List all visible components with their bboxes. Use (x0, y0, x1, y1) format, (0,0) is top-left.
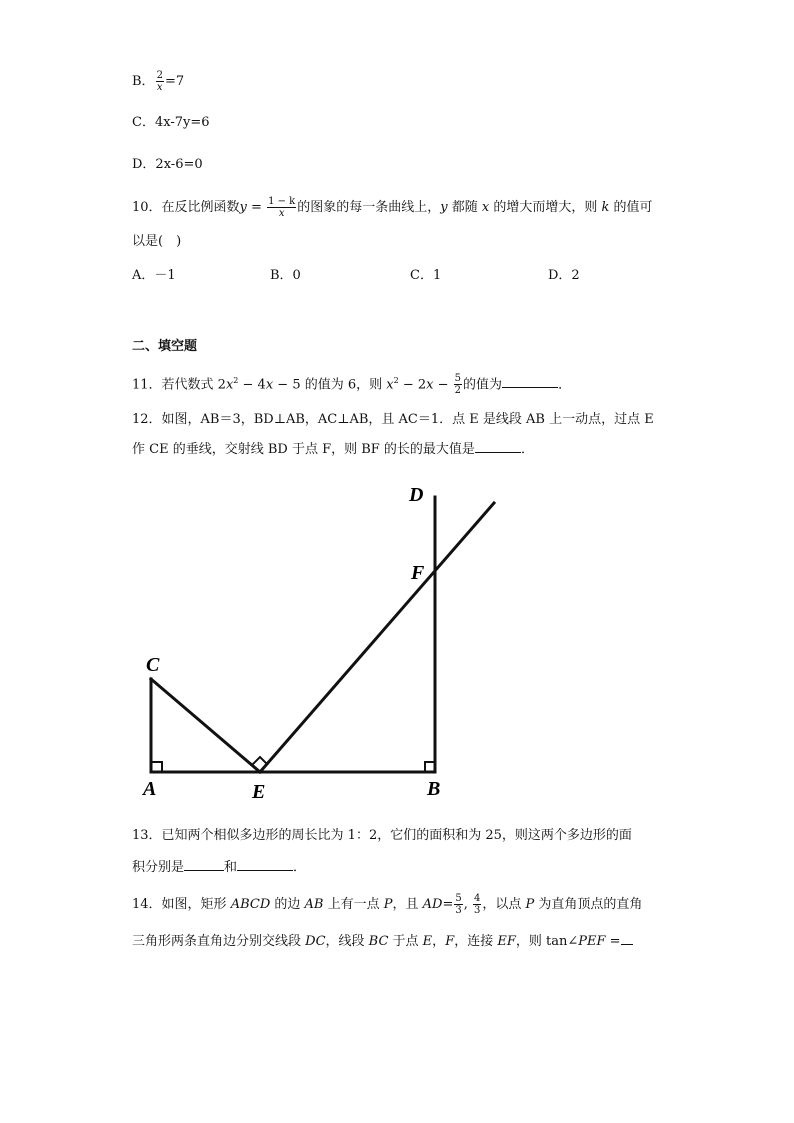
q14-answer-blank[interactable] (621, 932, 633, 945)
q11-end: ． (558, 377, 572, 393)
q14-p-again: P (525, 897, 535, 912)
q10-text-7: k (601, 200, 610, 215)
q13-end: ． (293, 860, 307, 875)
q14-ab: AB (304, 897, 324, 912)
q11-sq2: 2 (393, 376, 399, 385)
segment-ce (151, 679, 260, 772)
q14-dc: DC (305, 934, 326, 949)
q10-option-d: D．2 (548, 268, 580, 283)
q14-rect: ABCD (230, 897, 271, 912)
q14-l2-a: 三角形两条直角边分别交线段 (132, 934, 306, 949)
q10-frac-den: x (278, 208, 285, 219)
q10-line2: 以是( ) (132, 234, 182, 249)
q11-text-3: − 5 的值为 6，则 (273, 377, 387, 393)
q10-text-4: 都随 (447, 200, 482, 215)
q11-sq1: 2 (233, 376, 239, 385)
q14-l2-e: ，连接 (454, 934, 498, 949)
q11-text-4: − 2 (398, 377, 427, 393)
q10-text-1: 10．在反比例函数 (132, 200, 240, 215)
q14-f2-num: 4 (473, 893, 481, 904)
q9-option-b-suffix: =7 (164, 74, 185, 89)
q10-y-var: y (239, 200, 247, 215)
q10-option-a: A．－1 (132, 268, 176, 283)
q14-f: F (445, 934, 455, 949)
q14-ad: AD (422, 897, 443, 912)
q14-fraction-1 (454, 893, 462, 916)
q11-x1: x (225, 377, 234, 393)
q10-text-3: y (440, 200, 448, 215)
q14-comma: , (463, 897, 472, 912)
q13-answer-blank-1[interactable] (184, 858, 224, 871)
right-angle-mark-e (252, 757, 268, 765)
q11-text-6: 的值为 (463, 377, 503, 393)
q12-line2-text: 作 CE 的垂线，交射线 BD 于点 F，则 BF 的长的最大值是 (132, 442, 475, 457)
label-c: C (146, 654, 160, 676)
label-e: E (252, 781, 266, 803)
q14-text-6: 为直角顶点的直角 (534, 897, 643, 912)
q13-line2 (132, 858, 306, 878)
q14-l2-d: ， (432, 934, 446, 949)
section-title-fill-in: 二、填空题 (132, 339, 198, 354)
q14-line2 (132, 932, 633, 952)
q14-fraction-2 (473, 893, 481, 916)
label-a: A (143, 778, 157, 800)
q14-f1-num: 5 (455, 893, 462, 904)
q13-line2-text: 积分别是 (132, 860, 185, 875)
q14-line1 (132, 893, 642, 916)
q14-f1-den: 3 (455, 905, 462, 916)
q12-line1: 12．如图，AB＝3，BD⊥AB，AC⊥AB，且 AC＝1．点 E 是线段 AB 上一动点，过点 E (132, 412, 654, 427)
q10-equals: = (246, 200, 267, 215)
q14-l2-g: = (605, 934, 621, 949)
q9-frac-num: 2 (156, 70, 163, 81)
q14-bc: BC (368, 934, 389, 949)
q10-text-8: 的值可 (609, 200, 653, 215)
q9-option-d: D．2x-6=0 (132, 157, 203, 172)
q14-e: E (422, 934, 433, 949)
q14-f2-den: 3 (473, 905, 481, 916)
q14-eq: = (442, 897, 454, 912)
q14-text-4: ，且 (392, 897, 423, 912)
label-d: D (409, 484, 424, 506)
label-b: B (427, 778, 441, 800)
q13-answer-blank-2[interactable] (237, 858, 293, 871)
q14-l2-f: ，则 tan∠ (515, 934, 579, 949)
q14-text-5: ，以点 (482, 897, 526, 912)
q11-frac-num: 5 (454, 373, 462, 385)
q14-text-1: 14．如图，矩形 (132, 897, 231, 912)
q13-and: 和 (224, 860, 238, 875)
q14-ef: EF (497, 934, 516, 949)
q10-text-2: 的图象的每一条曲线上， (297, 200, 441, 215)
q14-l2-c: 于点 (388, 934, 423, 949)
q10-option-c: C．1 (410, 268, 442, 283)
q11-text-1: 11．若代数式 2 (132, 377, 226, 393)
q9-option-c: C．4x-7y=6 (132, 115, 210, 130)
q11-x3: x (386, 377, 394, 393)
q9-frac-den: x (156, 82, 163, 93)
q14-text-2: 的边 (270, 897, 305, 912)
label-f: F (411, 562, 425, 584)
q14-text-3: 上有一点 (323, 897, 384, 912)
q9-option-b-prefix: B． (132, 74, 155, 89)
q12-end: ． (520, 442, 534, 457)
q14-l2-b: ，线段 (325, 934, 369, 949)
q13-line1: 13．已知两个相似多边形的周长比为 1：2，它们的面积和为 25，则这两个多边形的面 (132, 828, 632, 843)
q11-text-2: − 4 (238, 377, 266, 393)
q10-frac-num: 1 − k (268, 196, 296, 207)
q14-pef: PEF (578, 934, 606, 949)
q10-text-6: 的增大而增大，则 (489, 200, 602, 215)
q14-p: P (383, 897, 393, 912)
q11-x4: x (426, 377, 434, 393)
q10-option-b: B．0 (270, 268, 301, 283)
q10-text-5: x (481, 200, 490, 215)
q11-frac-den: 2 (454, 385, 462, 397)
line-ef (260, 503, 494, 772)
q11-x2: x (265, 377, 274, 393)
q11-text-5: − (433, 377, 453, 393)
